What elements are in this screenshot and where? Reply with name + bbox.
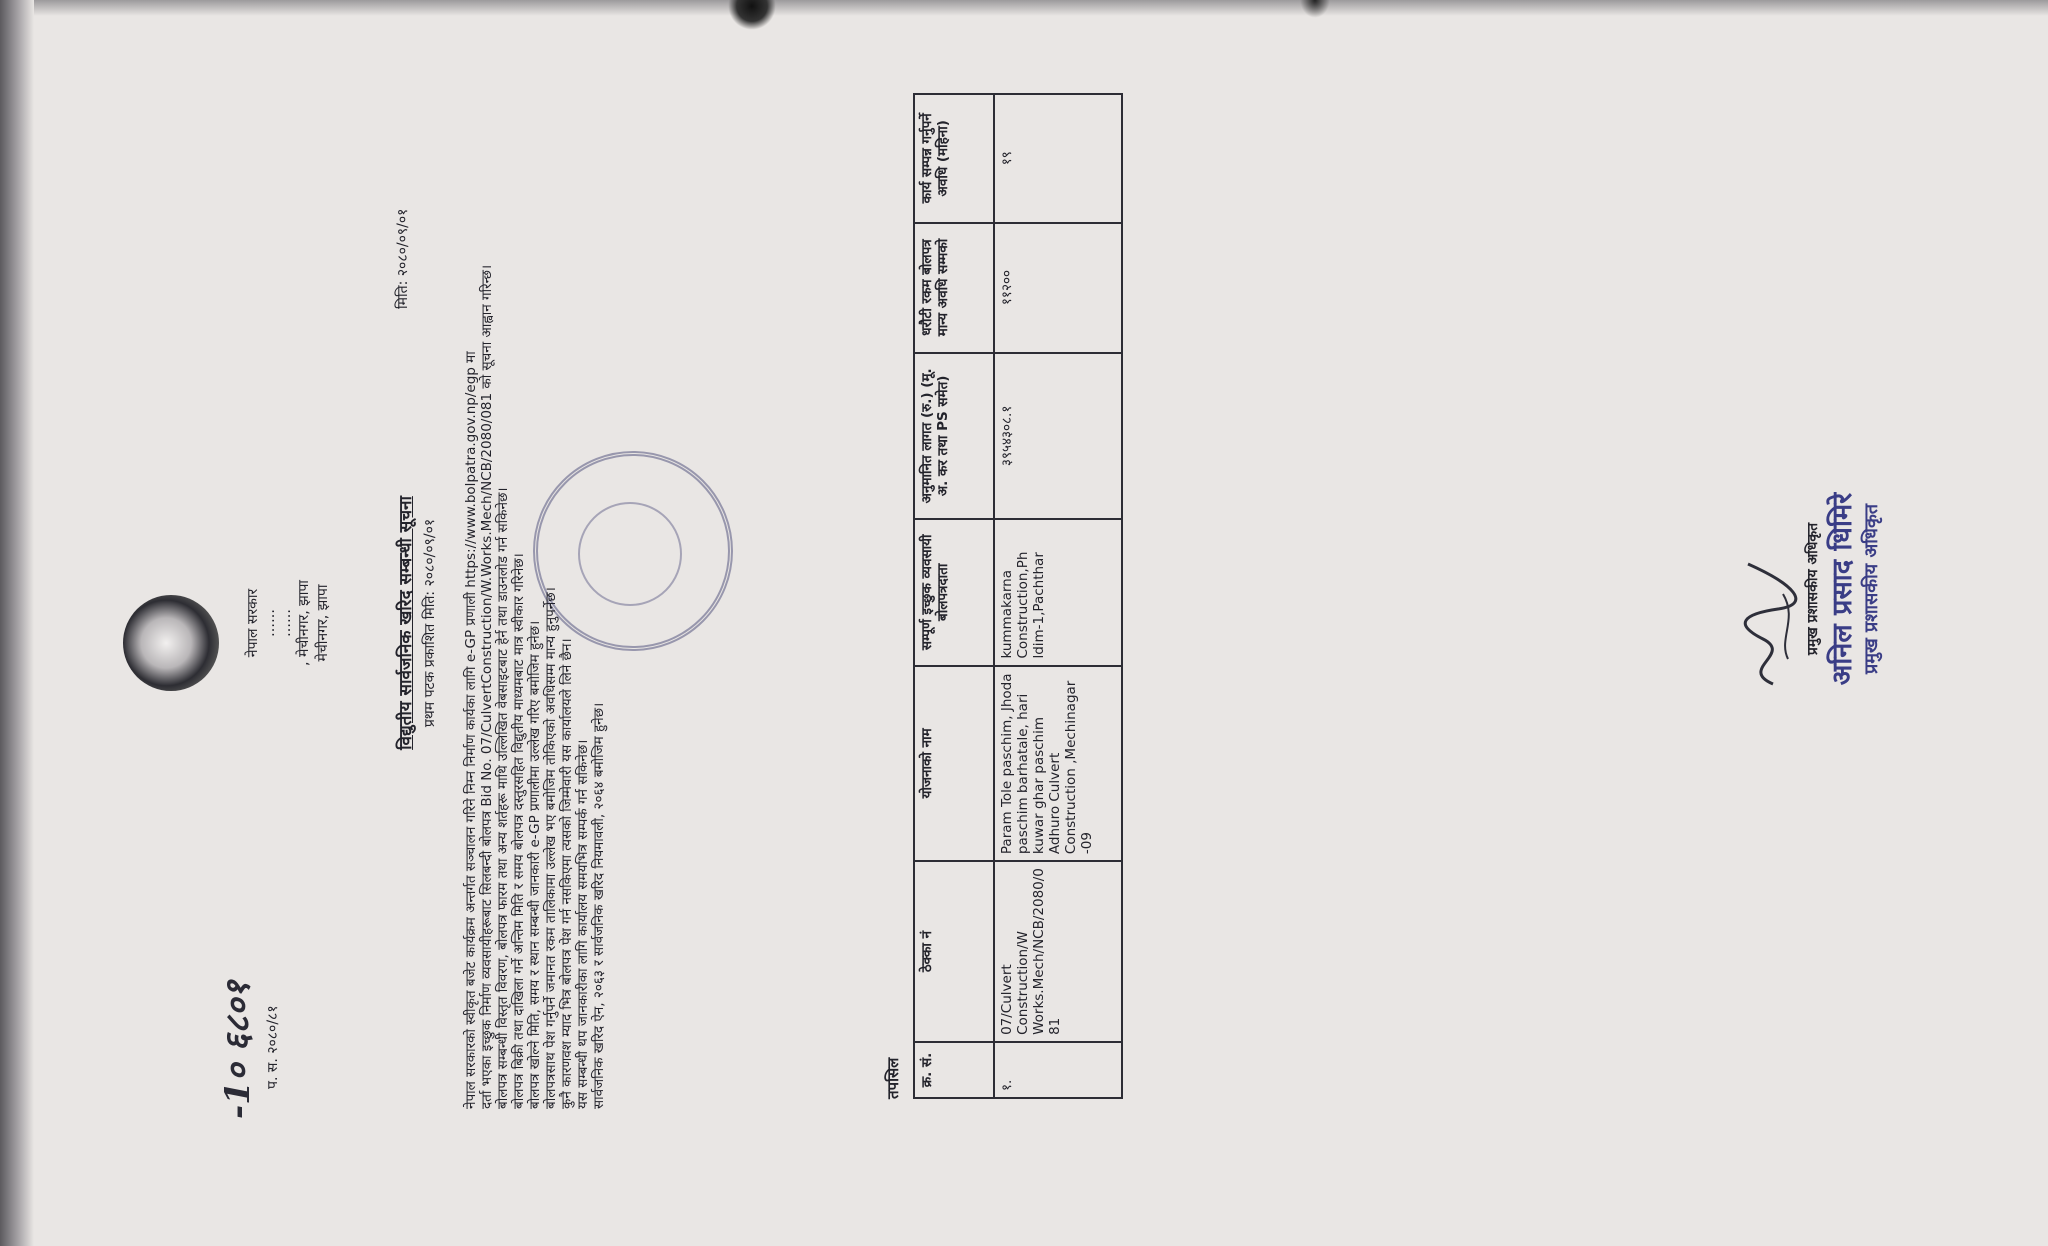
header-security: धरौटी रकम बोलपत्र मान्य अवधि सम्मको (914, 223, 994, 353)
table-header-row (914, 94, 994, 1098)
office-line-2: …… (262, 609, 278, 637)
paper-clip (1300, 0, 1330, 18)
signature-line: प्रमुख प्रशासकीय अधिकृत (1805, 522, 1821, 656)
rotated-notice-page (93, 47, 1955, 1199)
reference-number: प. स. २०८०/८१ (265, 1005, 281, 1089)
header-bidder: सम्पूर्ण इच्छुक व्यवसायी बोलपत्रदाता (914, 519, 994, 665)
letterhead (243, 347, 332, 899)
body-line: बोलपत्र सम्बन्धी विस्तृत विवरण, बोलपत्र फारम तथा अन्य शर्तहरू माथि उल्लिखित वेबसाइटबाट हेर्न तथा डाउनलोड गर्न सकिनेछ। (495, 487, 511, 1109)
notice-subtitle: प्रथम पटक प्रकाशित मिति: २०८०/०९/०१ (422, 518, 438, 728)
header-contract-no: ठेक्का नं (914, 861, 994, 1042)
body-line: बोलपत्रसाथ पेश गर्नुपर्ने जमानत रकम तालिकामा उल्लेख भए बमोजिम तोकिएको अवधिसम्म मान्य हुनुपर्नेछ। (543, 587, 559, 1109)
body-line: दर्ता भएका इच्छुक निर्माण व्यवसायीहरूबाट सिलबन्दी बोलपत्र Bid No. 07/CulvertConstruction/W.Works.Mech/NCB/2080/081 को सूचना आह्वान गरिन्छ। (479, 264, 495, 1109)
body-line: बोलपत्र बिक्री तथा दाखिला गर्ने अन्तिम मिति र समय बोलपत्र दस्तुरसहित विद्युतीय माध्यमबाट मात्र स्वीकार गरिनेछ। (511, 553, 527, 1109)
cell-duration: १९ (994, 94, 1122, 223)
body-line: नेपाल सरकारको स्वीकृत बजेट कार्यक्रम अन्तर्गत सञ्चालन गरिने निम्न निर्माण कार्यका लागि e-GP प्रणाली https://www.bolpatra.gov.np/egp मा (463, 351, 479, 1109)
handwritten-signature (1733, 559, 1803, 689)
notice-title: विद्युतीय सार्वजनिक खरिद सम्बन्धी सूचना (396, 496, 416, 750)
body-line: सार्वजनिक खरिद ऐन, २०६३ र सार्वजनिक खरिद नियमावली, २०६४ बमोजिम हुनेछ। (591, 702, 607, 1109)
table-row (994, 94, 1122, 1098)
header-sn: क्र. सं. (914, 1042, 994, 1098)
cell-contract-no: 07/Culvert Construction/W Works.Mech/NCB/2080/0 81 (994, 861, 1122, 1042)
signatory-name-stamp: अनिल प्रसाद धिमिरे (1827, 492, 1858, 686)
header-duration: कार्य सम्पन्न गर्नुपर्ने अवधि (महिना) (914, 94, 994, 223)
office-line-3: …… (278, 609, 294, 637)
notice-date: मिति: २०८०/०९/०१ (395, 208, 411, 309)
handwritten-reference: -1० ६८०१ (218, 980, 258, 1119)
signature-block (1803, 419, 1883, 759)
office-line-4: , मेचीनगर, झापा (296, 580, 312, 666)
cell-sn: १. (994, 1042, 1122, 1098)
cell-bidder: kummakarna Construction,Ph ldim-1,Pachthar (994, 519, 1122, 665)
header-project: योजनाको नाम (914, 666, 994, 862)
office-line-5: मेचीनगर, झापा (315, 584, 331, 662)
page-edge-shadow (0, 0, 34, 1246)
body-line: यस सम्बन्धी थप जानकारीका लागि कार्यालय समयभित्र सम्पर्क गर्न सकिनेछ। (575, 739, 591, 1109)
tender-table (913, 93, 1123, 1099)
signatory-title-stamp: प्रमुख प्रशासकीय अधिकृत (1861, 503, 1882, 675)
cell-security: ११२०० (994, 223, 1122, 353)
cell-project: Param Tole paschim, Jhoda paschim barhatale, hari kuwar ghar paschim Adhuro Culvert Construction ,Mechinagar -09 (994, 666, 1122, 862)
header-estimate: अनुमानित लागत (रु.) (मू. अ. कर तथा PS समेत) (914, 353, 994, 520)
body-line: बोलपत्र खोल्ने मिति, समय र स्थान सम्बन्धी जानकारी e-GP प्रणालीमा उल्लेख गरिए बमोजिम हुनेछ। (527, 620, 543, 1109)
office-line-1: नेपाल सरकार (245, 588, 261, 658)
schedule-label: तपसिल (884, 1057, 902, 1099)
notice-body (463, 109, 607, 1109)
binder-clip (728, 0, 776, 30)
cell-estimate: ३९५४३०८.१ (994, 353, 1122, 520)
government-emblem-icon (123, 595, 219, 691)
page-top-shadow (0, 0, 2048, 16)
body-line: कुनै कारणवश म्याद भित्र बोलपत्र पेश गर्न नसकिएमा त्यसको जिम्मेवारी यस कार्यालयले लिने छैन। (559, 638, 575, 1109)
notice-heading (393, 247, 439, 999)
